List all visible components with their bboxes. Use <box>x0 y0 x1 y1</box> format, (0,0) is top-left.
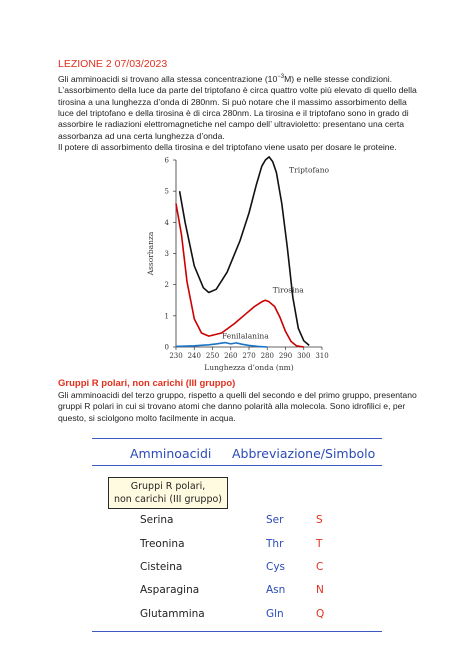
amino-acid-symbol: T <box>316 538 323 550</box>
column-header-abbreviazione: Abbreviazione/Simbolo <box>232 446 376 461</box>
series-line-fenilalanina <box>176 343 267 347</box>
series-line-triptofano <box>180 157 310 346</box>
amino-acid-name: Treonina <box>140 538 185 550</box>
series-label-tirosina: Tirosina <box>272 285 304 295</box>
group-label-line-1: Gruppi R polari, <box>130 481 206 492</box>
amino-acid-name: Cisteina <box>140 561 183 573</box>
y-tick-label: 4 <box>164 218 169 227</box>
amino-acid-abbr: Gln <box>266 608 284 620</box>
intro-body: L’assorbimento della luce da parte del triptofano è circa quattro volte più elevato di quello della tirosina a una lunghezza d’onda di 280nm. Si può notare che il massimo assorbimento della luce del triptofano e della tirosina è di circa 280nm. La tirosina e il triptofano sono in grado di assorbire le radiazioni elettromagnetiche nel campo dell’ ultravioletto: presentano una certa assorbanza ad una certa lunghezza d’onda. <box>58 85 417 141</box>
amino-acid-abbr: Asn <box>266 584 286 596</box>
x-tick-label: 270 <box>242 352 256 360</box>
intro-line-1-pre: Gli amminoacidi si trovano alla stessa concentrazione (10 <box>58 73 278 84</box>
amino-acid-symbol: N <box>316 584 324 596</box>
y-tick-label: 1 <box>164 312 169 321</box>
lesson-heading: LEZIONE 2 07/03/2023 <box>58 58 168 70</box>
amino-acid-name: Asparagina <box>140 584 200 596</box>
x-tick-label: 260 <box>224 352 238 360</box>
intro-line-1 <box>58 72 418 85</box>
table-header-rule <box>92 465 382 466</box>
amino-acid-abbr: Thr <box>266 538 284 550</box>
amino-acid-abbr: Ser <box>266 514 284 526</box>
x-tick-label: 280 <box>260 352 274 360</box>
table-bottom-rule <box>92 631 382 632</box>
group-label-box <box>108 477 228 509</box>
x-tick-label: 310 <box>315 352 329 360</box>
x-tick-label: 240 <box>187 352 201 360</box>
amino-acid-symbol: C <box>316 561 324 573</box>
series-label-fenilalanina: Fenilalanina <box>221 331 269 341</box>
amino-acid-abbr: Cys <box>266 561 286 573</box>
y-axis-label: Assorbanza <box>146 231 155 276</box>
table-row <box>92 514 382 530</box>
absorbance-chart <box>140 150 340 375</box>
table-row <box>92 561 382 577</box>
y-tick-label: 5 <box>164 187 169 196</box>
amino-acid-symbol: Q <box>316 608 325 620</box>
y-tick-label: 6 <box>164 156 169 165</box>
table-top-rule <box>92 438 382 439</box>
table-row <box>92 584 382 600</box>
series-label-triptofano: Triptofano <box>289 165 330 175</box>
table-row <box>92 538 382 554</box>
y-tick-label: 0 <box>164 343 169 352</box>
intro-paragraph <box>58 72 418 154</box>
x-axis-label: Lunghezza d’onda (nm) <box>204 363 294 372</box>
group-label-line-2: non carichi (III gruppo) <box>113 494 223 505</box>
x-tick-label: 290 <box>278 352 293 360</box>
y-tick-label: 2 <box>164 281 169 290</box>
chart-plot-group <box>146 157 330 373</box>
x-tick-label: 230 <box>169 352 183 360</box>
table-row <box>92 608 382 624</box>
amino-acid-name: Glutammina <box>140 608 205 620</box>
x-tick-label: 250 <box>205 352 220 360</box>
column-header-amminoacidi: Amminoacidi <box>130 446 212 461</box>
amino-acid-symbol: S <box>316 514 323 526</box>
y-tick-label: 3 <box>164 250 169 258</box>
x-tick-label: 300 <box>297 352 311 360</box>
exponent: −3 <box>277 74 285 80</box>
intro-line-1-post: M) e nelle stesse condizioni. <box>284 73 393 84</box>
intro-last: Il potere di assorbimento della tirosina e del triptofano viene usato per dosare le proteine. <box>58 142 397 153</box>
section-title: Gruppi R polari, non carichi (III gruppo) <box>58 378 236 389</box>
amino-acid-name: Serina <box>140 514 174 526</box>
section-paragraph: Gli amminoacidi del terzo gruppo, rispetto a quelli del secondo e del primo gruppo, presentano gruppi R polari in cui si trovano atomi che danno polarità alla molecola. Sono idrofilici e, per questo, si sciolgono molto facilmente in acqua. <box>58 390 417 423</box>
